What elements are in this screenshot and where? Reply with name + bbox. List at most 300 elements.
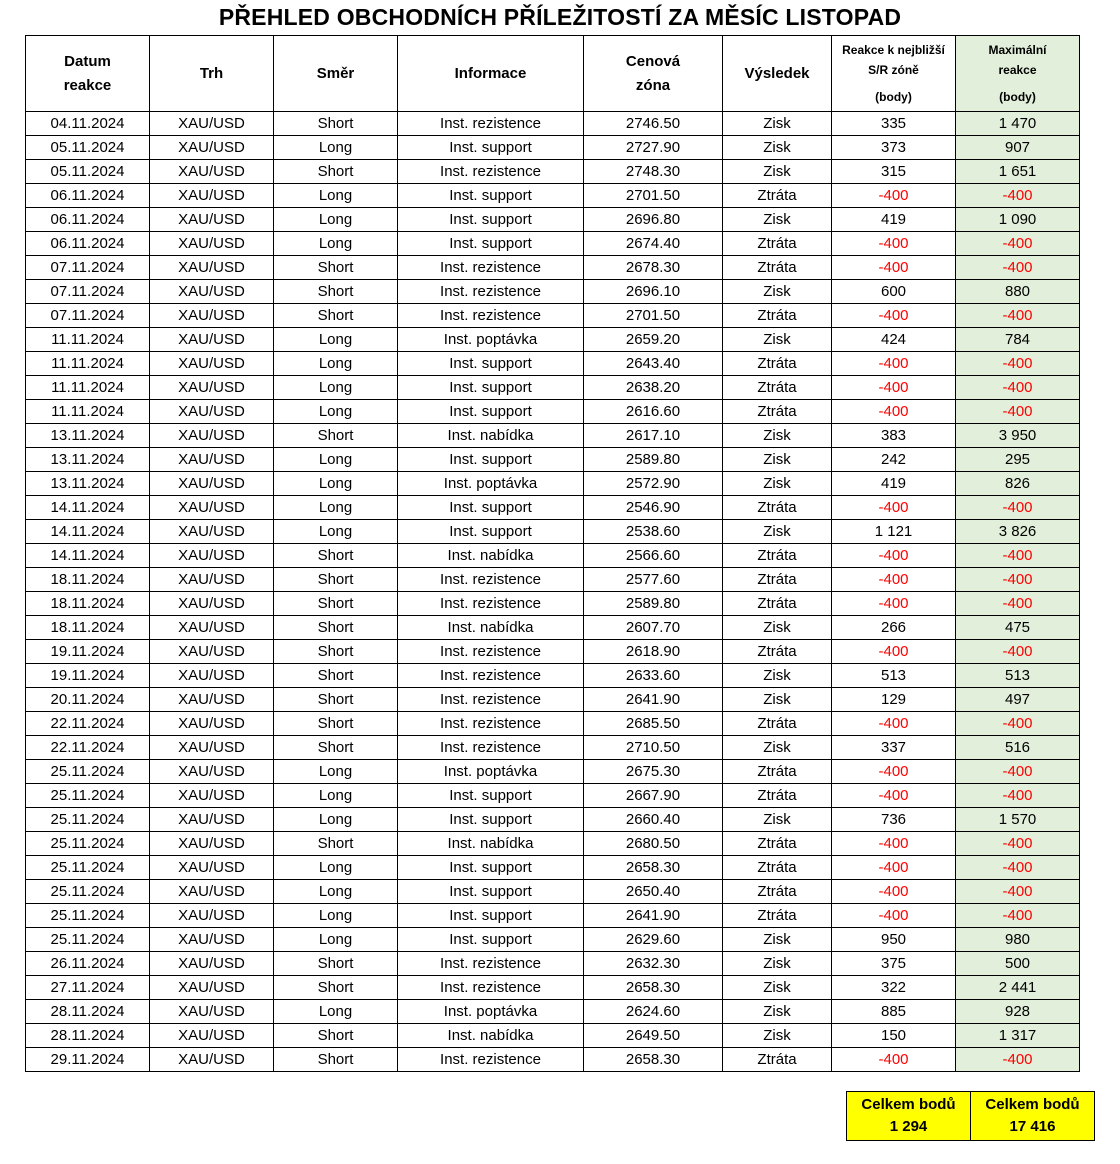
cell-vysledek: Zisk <box>723 424 832 448</box>
cell-informace: Inst. rezistence <box>398 712 584 736</box>
cell-smer: Long <box>274 520 398 544</box>
cell-informace: Inst. rezistence <box>398 592 584 616</box>
cell-reakce: 337 <box>832 736 956 760</box>
cell-smer: Short <box>274 712 398 736</box>
cell-vysledek: Zisk <box>723 952 832 976</box>
cell-reakce: 383 <box>832 424 956 448</box>
cell-smer: Long <box>274 400 398 424</box>
cell-smer: Long <box>274 856 398 880</box>
cell-vysledek: Ztráta <box>723 712 832 736</box>
cell-vysledek: Zisk <box>723 136 832 160</box>
cell-vysledek: Zisk <box>723 208 832 232</box>
cell-datum: 04.11.2024 <box>26 112 150 136</box>
table-row <box>26 328 1080 352</box>
cell-smer: Short <box>274 256 398 280</box>
cell-smer: Short <box>274 736 398 760</box>
cell-vysledek: Ztráta <box>723 640 832 664</box>
cell-vysledek: Ztráta <box>723 760 832 784</box>
cell-zona: 2660.40 <box>584 808 723 832</box>
table-row <box>26 856 1080 880</box>
cell-informace: Inst. rezistence <box>398 688 584 712</box>
cell-zona: 2658.30 <box>584 856 723 880</box>
cell-informace: Inst. support <box>398 856 584 880</box>
cell-reakce: 736 <box>832 808 956 832</box>
cell-datum: 07.11.2024 <box>26 304 150 328</box>
cell-reakce: -400 <box>832 832 956 856</box>
cell-datum: 11.11.2024 <box>26 376 150 400</box>
cell-trh: XAU/USD <box>150 160 274 184</box>
cell-informace: Inst. support <box>398 208 584 232</box>
cell-reakce: -400 <box>832 304 956 328</box>
cell-smer: Long <box>274 760 398 784</box>
total-reakce-value: 1 294 <box>889 1118 928 1135</box>
cell-reakce: -400 <box>832 784 956 808</box>
table-row <box>26 448 1080 472</box>
cell-informace: Inst. rezistence <box>398 568 584 592</box>
cell-trh: XAU/USD <box>150 688 274 712</box>
page-title: PŘEHLED OBCHODNÍCH PŘÍLEŽITOSTÍ ZA MĚSÍC LISTOPAD <box>218 4 902 30</box>
cell-vysledek: Zisk <box>723 808 832 832</box>
cell-datum: 25.11.2024 <box>26 904 150 928</box>
cell-reakce: -400 <box>832 856 956 880</box>
cell-smer: Short <box>274 160 398 184</box>
table-row <box>26 1048 1080 1072</box>
table-row <box>26 424 1080 448</box>
cell-trh: XAU/USD <box>150 904 274 928</box>
cell-zona: 2696.80 <box>584 208 723 232</box>
cell-max: 784 <box>956 328 1080 352</box>
table-row <box>26 160 1080 184</box>
cell-max: -400 <box>956 1048 1080 1072</box>
totals-table <box>846 1091 1095 1141</box>
cell-max: 980 <box>956 928 1080 952</box>
cell-smer: Short <box>274 544 398 568</box>
cell-zona: 2538.60 <box>584 520 723 544</box>
cell-datum: 19.11.2024 <box>26 664 150 688</box>
cell-vysledek: Zisk <box>723 616 832 640</box>
cell-informace: Inst. rezistence <box>398 664 584 688</box>
cell-trh: XAU/USD <box>150 136 274 160</box>
cell-informace: Inst. rezistence <box>398 280 584 304</box>
cell-informace: Inst. rezistence <box>398 640 584 664</box>
cell-max: -400 <box>956 856 1080 880</box>
cell-zona: 2727.90 <box>584 136 723 160</box>
cell-datum: 25.11.2024 <box>26 832 150 856</box>
cell-reakce: -400 <box>832 496 956 520</box>
cell-trh: XAU/USD <box>150 328 274 352</box>
cell-max: 1 470 <box>956 112 1080 136</box>
cell-zona: 2675.30 <box>584 760 723 784</box>
cell-informace: Inst. support <box>398 376 584 400</box>
cell-datum: 25.11.2024 <box>26 784 150 808</box>
cell-informace: Inst. nabídka <box>398 832 584 856</box>
cell-reakce: -400 <box>832 760 956 784</box>
cell-zona: 2629.60 <box>584 928 723 952</box>
cell-datum: 06.11.2024 <box>26 208 150 232</box>
cell-max: 500 <box>956 952 1080 976</box>
cell-max: 513 <box>956 664 1080 688</box>
cell-zona: 2589.80 <box>584 448 723 472</box>
cell-smer: Long <box>274 880 398 904</box>
table-row <box>26 520 1080 544</box>
cell-max: 3 950 <box>956 424 1080 448</box>
cell-zona: 2643.40 <box>584 352 723 376</box>
cell-smer: Short <box>274 568 398 592</box>
cell-reakce: -400 <box>832 376 956 400</box>
cell-datum: 29.11.2024 <box>26 1048 150 1072</box>
cell-max: 1 090 <box>956 208 1080 232</box>
total-reakce <box>847 1092 971 1141</box>
cell-vysledek: Zisk <box>723 736 832 760</box>
cell-trh: XAU/USD <box>150 616 274 640</box>
cell-zona: 2701.50 <box>584 304 723 328</box>
table-row <box>26 976 1080 1000</box>
cell-datum: 05.11.2024 <box>26 136 150 160</box>
cell-trh: XAU/USD <box>150 448 274 472</box>
cell-zona: 2667.90 <box>584 784 723 808</box>
table-row <box>26 544 1080 568</box>
cell-max: 1 651 <box>956 160 1080 184</box>
cell-trh: XAU/USD <box>150 424 274 448</box>
cell-trh: XAU/USD <box>150 112 274 136</box>
cell-datum: 22.11.2024 <box>26 712 150 736</box>
cell-reakce: 600 <box>832 280 956 304</box>
cell-trh: XAU/USD <box>150 736 274 760</box>
cell-informace: Inst. rezistence <box>398 160 584 184</box>
header-row <box>26 36 1080 112</box>
cell-max: 2 441 <box>956 976 1080 1000</box>
cell-trh: XAU/USD <box>150 472 274 496</box>
cell-trh: XAU/USD <box>150 232 274 256</box>
cell-datum: 13.11.2024 <box>26 448 150 472</box>
cell-informace: Inst. rezistence <box>398 112 584 136</box>
cell-reakce: -400 <box>832 184 956 208</box>
cell-zona: 2649.50 <box>584 1024 723 1048</box>
cell-informace: Inst. support <box>398 448 584 472</box>
cell-smer: Long <box>274 784 398 808</box>
cell-zona: 2641.90 <box>584 904 723 928</box>
cell-zona: 2546.90 <box>584 496 723 520</box>
cell-datum: 06.11.2024 <box>26 232 150 256</box>
cell-datum: 11.11.2024 <box>26 400 150 424</box>
cell-informace: Inst. rezistence <box>398 304 584 328</box>
cell-datum: 13.11.2024 <box>26 472 150 496</box>
table-row <box>26 1024 1080 1048</box>
cell-zona: 2566.60 <box>584 544 723 568</box>
cell-max: -400 <box>956 376 1080 400</box>
cell-trh: XAU/USD <box>150 784 274 808</box>
table-row <box>26 136 1080 160</box>
cell-vysledek: Zisk <box>723 280 832 304</box>
cell-max: 295 <box>956 448 1080 472</box>
table-row <box>26 256 1080 280</box>
cell-trh: XAU/USD <box>150 256 274 280</box>
cell-reakce: -400 <box>832 256 956 280</box>
cell-trh: XAU/USD <box>150 1024 274 1048</box>
cell-vysledek: Ztráta <box>723 880 832 904</box>
header-trh: Trh <box>150 36 274 112</box>
table-row <box>26 472 1080 496</box>
cell-informace: Inst. rezistence <box>398 976 584 1000</box>
cell-vysledek: Zisk <box>723 328 832 352</box>
cell-smer: Short <box>274 688 398 712</box>
cell-smer: Short <box>274 1024 398 1048</box>
cell-smer: Long <box>274 352 398 376</box>
cell-datum: 11.11.2024 <box>26 352 150 376</box>
cell-reakce: -400 <box>832 904 956 928</box>
cell-zona: 2632.30 <box>584 952 723 976</box>
cell-trh: XAU/USD <box>150 952 274 976</box>
cell-vysledek: Zisk <box>723 1000 832 1024</box>
cell-reakce: -400 <box>832 880 956 904</box>
cell-max: 3 826 <box>956 520 1080 544</box>
cell-trh: XAU/USD <box>150 976 274 1000</box>
cell-reakce: -400 <box>832 592 956 616</box>
cell-informace: Inst. nabídka <box>398 616 584 640</box>
cell-max: -400 <box>956 760 1080 784</box>
cell-informace: Inst. nabídka <box>398 1024 584 1048</box>
header-datum-line2: reakce <box>63 76 112 94</box>
cell-informace: Inst. rezistence <box>398 256 584 280</box>
table-row <box>26 112 1080 136</box>
cell-trh: XAU/USD <box>150 520 274 544</box>
cell-vysledek: Zisk <box>723 688 832 712</box>
cell-zona: 2572.90 <box>584 472 723 496</box>
cell-smer: Short <box>274 424 398 448</box>
cell-max: -400 <box>956 832 1080 856</box>
cell-vysledek: Ztráta <box>723 184 832 208</box>
cell-informace: Inst. support <box>398 184 584 208</box>
table-row <box>26 208 1080 232</box>
cell-max: -400 <box>956 592 1080 616</box>
cell-zona: 2658.30 <box>584 976 723 1000</box>
header-zona <box>584 36 723 112</box>
cell-trh: XAU/USD <box>150 1048 274 1072</box>
header-reakce-line3: (body) <box>875 90 912 104</box>
header-reakce-line1: Reakce k nejbližší <box>842 43 945 57</box>
cell-datum: 25.11.2024 <box>26 856 150 880</box>
cell-max: -400 <box>956 400 1080 424</box>
cell-reakce: -400 <box>832 544 956 568</box>
cell-zona: 2685.50 <box>584 712 723 736</box>
header-smer: Směr <box>274 36 398 112</box>
table-row <box>26 928 1080 952</box>
cell-zona: 2746.50 <box>584 112 723 136</box>
table-row <box>26 1000 1080 1024</box>
cell-zona: 2674.40 <box>584 232 723 256</box>
cell-reakce: 266 <box>832 616 956 640</box>
cell-reakce: -400 <box>832 568 956 592</box>
cell-reakce: 419 <box>832 472 956 496</box>
table-row <box>26 736 1080 760</box>
cell-max: -400 <box>956 904 1080 928</box>
cell-smer: Short <box>274 640 398 664</box>
table-row <box>26 568 1080 592</box>
cell-max: -400 <box>956 232 1080 256</box>
cell-max: 880 <box>956 280 1080 304</box>
cell-datum: 13.11.2024 <box>26 424 150 448</box>
cell-informace: Inst. rezistence <box>398 1048 584 1072</box>
cell-zona: 2607.70 <box>584 616 723 640</box>
table-row <box>26 952 1080 976</box>
cell-smer: Short <box>274 664 398 688</box>
cell-vysledek: Ztráta <box>723 568 832 592</box>
cell-vysledek: Ztráta <box>723 784 832 808</box>
cell-datum: 28.11.2024 <box>26 1024 150 1048</box>
cell-informace: Inst. support <box>398 904 584 928</box>
cell-informace: Inst. support <box>398 880 584 904</box>
table-row <box>26 832 1080 856</box>
cell-informace: Inst. rezistence <box>398 952 584 976</box>
cell-datum: 14.11.2024 <box>26 520 150 544</box>
cell-datum: 25.11.2024 <box>26 760 150 784</box>
cell-max: 928 <box>956 1000 1080 1024</box>
cell-datum: 14.11.2024 <box>26 496 150 520</box>
cell-reakce: 129 <box>832 688 956 712</box>
cell-reakce: 424 <box>832 328 956 352</box>
cell-informace: Inst. nabídka <box>398 424 584 448</box>
cell-smer: Long <box>274 496 398 520</box>
cell-reakce: 375 <box>832 952 956 976</box>
cell-trh: XAU/USD <box>150 928 274 952</box>
cell-informace: Inst. rezistence <box>398 736 584 760</box>
totals-row <box>847 1092 1095 1141</box>
cell-informace: Inst. poptávka <box>398 472 584 496</box>
cell-informace: Inst. support <box>398 400 584 424</box>
header-reakce-sr <box>832 36 956 112</box>
cell-datum: 19.11.2024 <box>26 640 150 664</box>
table-row <box>26 784 1080 808</box>
cell-datum: 11.11.2024 <box>26 328 150 352</box>
cell-trh: XAU/USD <box>150 496 274 520</box>
cell-zona: 2658.30 <box>584 1048 723 1072</box>
cell-reakce: 335 <box>832 112 956 136</box>
header-zona-line2: zóna <box>635 76 671 94</box>
cell-max: 475 <box>956 616 1080 640</box>
cell-zona: 2633.60 <box>584 664 723 688</box>
table-row <box>26 808 1080 832</box>
total-reakce-label: Celkem bodů <box>861 1096 956 1113</box>
cell-reakce: -400 <box>832 352 956 376</box>
cell-datum: 25.11.2024 <box>26 808 150 832</box>
header-max-line3: (body) <box>999 90 1036 104</box>
cell-max: 1 317 <box>956 1024 1080 1048</box>
cell-smer: Short <box>274 832 398 856</box>
cell-max: -400 <box>956 784 1080 808</box>
cell-reakce: 315 <box>832 160 956 184</box>
cell-vysledek: Ztráta <box>723 856 832 880</box>
cell-trh: XAU/USD <box>150 184 274 208</box>
cell-smer: Short <box>274 952 398 976</box>
cell-datum: 22.11.2024 <box>26 736 150 760</box>
cell-trh: XAU/USD <box>150 280 274 304</box>
cell-vysledek: Ztráta <box>723 400 832 424</box>
header-max-line1: Maximální <box>988 43 1047 57</box>
cell-zona: 2748.30 <box>584 160 723 184</box>
cell-reakce: -400 <box>832 400 956 424</box>
cell-trh: XAU/USD <box>150 712 274 736</box>
table-body <box>26 112 1080 1072</box>
cell-datum: 27.11.2024 <box>26 976 150 1000</box>
cell-smer: Short <box>274 280 398 304</box>
cell-zona: 2589.80 <box>584 592 723 616</box>
cell-max: 1 570 <box>956 808 1080 832</box>
header-datum-line1: Datum <box>64 52 111 70</box>
cell-vysledek: Ztráta <box>723 1048 832 1072</box>
cell-datum: 20.11.2024 <box>26 688 150 712</box>
cell-max: -400 <box>956 496 1080 520</box>
cell-vysledek: Zisk <box>723 976 832 1000</box>
cell-max: 826 <box>956 472 1080 496</box>
cell-zona: 2696.10 <box>584 280 723 304</box>
cell-datum: 18.11.2024 <box>26 592 150 616</box>
cell-informace: Inst. nabídka <box>398 544 584 568</box>
cell-vysledek: Zisk <box>723 160 832 184</box>
cell-max: 907 <box>956 136 1080 160</box>
cell-smer: Short <box>274 1048 398 1072</box>
cell-informace: Inst. support <box>398 352 584 376</box>
cell-trh: XAU/USD <box>150 544 274 568</box>
cell-trh: XAU/USD <box>150 880 274 904</box>
cell-smer: Long <box>274 1000 398 1024</box>
cell-zona: 2701.50 <box>584 184 723 208</box>
cell-vysledek: Ztráta <box>723 232 832 256</box>
cell-trh: XAU/USD <box>150 832 274 856</box>
header-datum <box>26 36 150 112</box>
cell-reakce: 950 <box>832 928 956 952</box>
cell-vysledek: Zisk <box>723 520 832 544</box>
table-row <box>26 904 1080 928</box>
header-informace: Informace <box>398 36 584 112</box>
cell-zona: 2577.60 <box>584 568 723 592</box>
cell-max: -400 <box>956 568 1080 592</box>
table-row <box>26 712 1080 736</box>
cell-trh: XAU/USD <box>150 352 274 376</box>
cell-informace: Inst. support <box>398 232 584 256</box>
cell-zona: 2618.90 <box>584 640 723 664</box>
cell-datum: 25.11.2024 <box>26 928 150 952</box>
cell-smer: Long <box>274 136 398 160</box>
header-vysledek: Výsledek <box>723 36 832 112</box>
cell-trh: XAU/USD <box>150 664 274 688</box>
cell-max: -400 <box>956 712 1080 736</box>
cell-informace: Inst. support <box>398 784 584 808</box>
cell-informace: Inst. support <box>398 808 584 832</box>
cell-max: 497 <box>956 688 1080 712</box>
cell-zona: 2659.20 <box>584 328 723 352</box>
cell-reakce: -400 <box>832 640 956 664</box>
cell-smer: Short <box>274 616 398 640</box>
table-row <box>26 232 1080 256</box>
cell-vysledek: Zisk <box>723 928 832 952</box>
cell-datum: 25.11.2024 <box>26 880 150 904</box>
cell-zona: 2650.40 <box>584 880 723 904</box>
cell-max: -400 <box>956 304 1080 328</box>
cell-trh: XAU/USD <box>150 1000 274 1024</box>
header-max-line2: reakce <box>998 63 1037 77</box>
cell-informace: Inst. poptávka <box>398 760 584 784</box>
cell-smer: Long <box>274 472 398 496</box>
cell-informace: Inst. support <box>398 928 584 952</box>
cell-vysledek: Ztráta <box>723 352 832 376</box>
cell-informace: Inst. support <box>398 136 584 160</box>
cell-vysledek: Ztráta <box>723 256 832 280</box>
cell-smer: Short <box>274 112 398 136</box>
cell-datum: 26.11.2024 <box>26 952 150 976</box>
cell-smer: Long <box>274 328 398 352</box>
cell-vysledek: Ztráta <box>723 544 832 568</box>
cell-zona: 2680.50 <box>584 832 723 856</box>
